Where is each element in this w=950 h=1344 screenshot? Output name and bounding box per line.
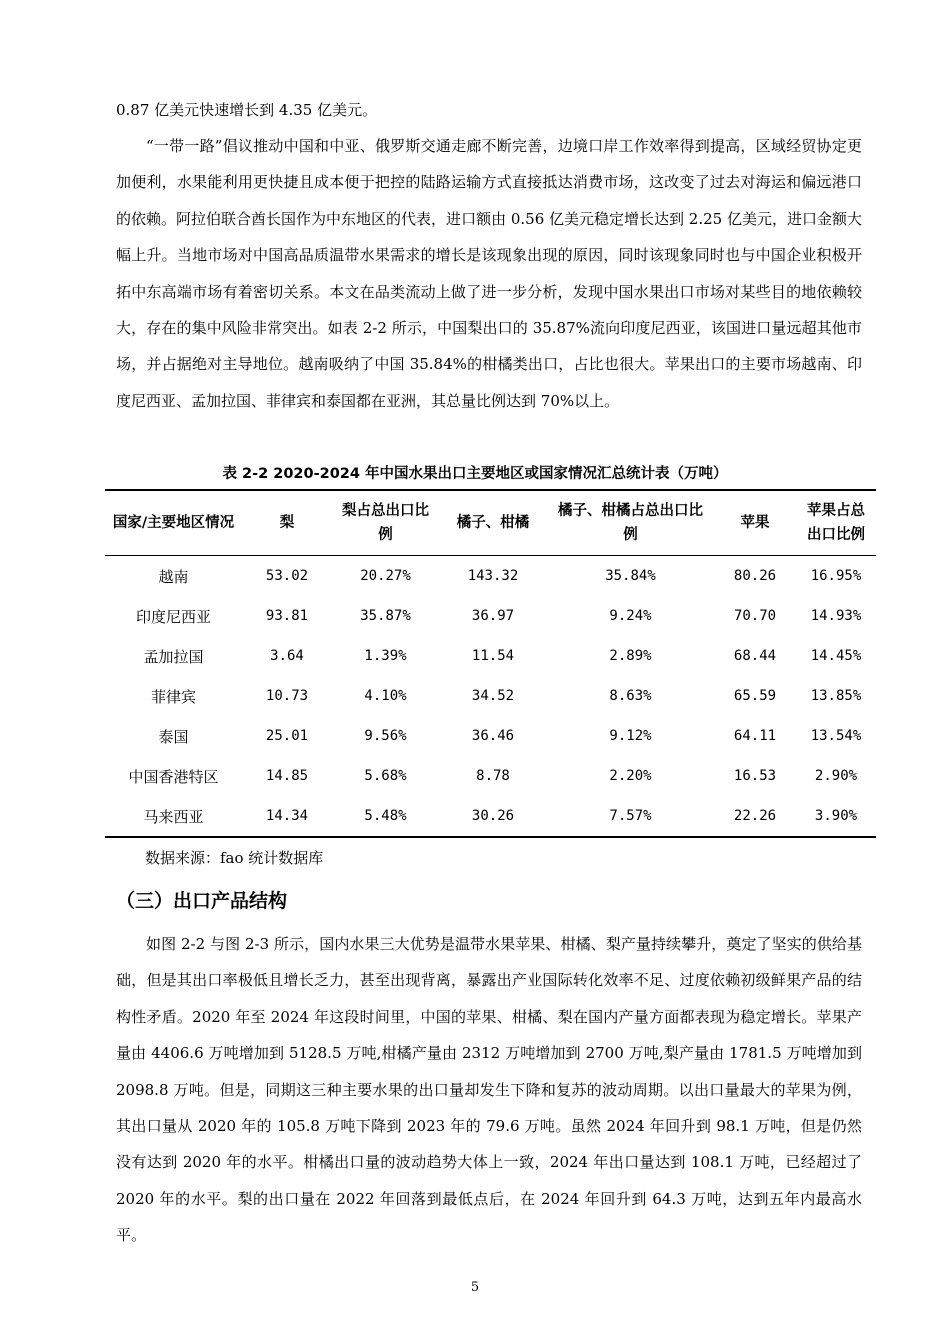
cell-pear: 10.73 — [265, 688, 309, 704]
cell-apple-share: 3.90% — [796, 796, 876, 837]
cell-citrus-share: 2.20% — [609, 768, 652, 784]
cell-apple-share: 13.54% — [810, 728, 862, 744]
export-table — [105, 489, 876, 838]
cell-apple: 68.44 — [733, 648, 777, 664]
header-citrus-share: 橘子、柑橘占总出口比例 — [547, 490, 714, 556]
cell-apple-share: 2.90% — [814, 768, 858, 784]
table-row — [105, 636, 876, 676]
cell-citrus-share: 35.84% — [605, 568, 656, 584]
cell-pear: 3.64 — [270, 648, 304, 664]
section-heading: （三）出口产品结构 — [116, 890, 288, 912]
table-row — [105, 676, 876, 716]
header-apple: 苹果 — [714, 490, 796, 556]
cell-citrus-share: 7.57% — [547, 796, 714, 837]
cell-apple-share: 13.85% — [810, 688, 862, 704]
cell-region: 菲律宾 — [150, 687, 196, 706]
cell-pear-share: 20.27% — [360, 568, 411, 584]
cell-citrus: 36.46 — [471, 728, 515, 744]
cell-region: 泰国 — [158, 727, 189, 746]
cell-pear-share: 1.39% — [364, 648, 407, 664]
cell-citrus: 143.32 — [467, 568, 519, 584]
table-header — [105, 490, 876, 556]
cell-region: 马来西亚 — [105, 796, 242, 837]
cell-region: 印度尼西亚 — [135, 607, 211, 626]
table-row — [105, 556, 876, 597]
cell-apple-share: 14.45% — [810, 648, 862, 664]
cell-apple: 22.26 — [714, 796, 796, 837]
cell-pear: 25.01 — [265, 728, 309, 744]
cell-apple-share: 16.95% — [810, 568, 862, 584]
cell-apple: 16.53 — [733, 768, 777, 784]
table-caption: 表 2-2 2020-2024 年中国水果出口主要地区或国家情况汇总统计表（万吨） — [222, 466, 728, 482]
table-row — [105, 716, 876, 756]
cell-citrus: 11.54 — [471, 648, 515, 664]
table-row — [105, 596, 876, 636]
cell-apple-share: 14.93% — [810, 608, 862, 624]
cell-citrus-share: 8.63% — [609, 688, 652, 704]
header-region: 国家/主要地区情况 — [105, 490, 242, 556]
paragraph-belt-and-road: “一带一路”倡议推动中国和中亚、俄罗斯交通走廊不断完善，边境口岸工作效率得到提高，区域经贸协定更加便利，水果能利用更快捷且成本便于把控的陆路运输方式直接抵达消费市场，这改变了过去对海运和偏远港口的依赖。阿拉伯联合酋长国作为中东地区的代表，进口额由 0.56 亿美元稳定增长达到 2.25 亿美元，进口金额大幅上升。当地市场对中国高品质温带水果需求的增长是该现象出现的原因，同时该现象同时也与中国企业积极开拓中东高端市场有着密切关系。本文在品类流动上做了进一步分析，发现中国水果出口市场对某些目的地依赖较大，存在的集中风险非常突出。如表 2-2 所示，中国梨出口的 35.87%流向印度尼西亚，该国进口量远超其他市场，并占据绝对主导地位。越南吸纳了中国 35.84%的柑橘类出口，占比也很大。苹果出口的主要市场越南、印度尼西亚、孟加拉国、菲律宾和泰国都在亚洲，其总量比例达到 70%以上。 — [116, 137, 862, 410]
cell-citrus: 34.52 — [471, 688, 515, 704]
cell-pear-share: 5.68% — [364, 768, 407, 784]
cell-citrus: 36.97 — [471, 608, 515, 624]
cell-apple: 80.26 — [733, 568, 777, 584]
header-pear: 梨 — [242, 490, 332, 556]
cell-region: 孟加拉国 — [143, 647, 204, 666]
paragraph-product-structure: 如图 2-2 与图 2-3 所示，国内水果三大优势是温带水果苹果、柑橘、梨产量持续攀升，奠定了坚实的供给基础，但是其出口率极低且增长乏力，甚至出现背离，暴露出产业国际转化效率不足、过度依赖初级鲜果产品的结构性矛盾。2020 年至 2024 年这段时间里，中国的苹果、柑橘、梨在国内产量方面都表现为稳定增长。苹果产量由 4406.6 万吨增加到 5128.5 万吨,柑橘产量由 2312 万吨增加到 2700 万吨,梨产量由 1781.5 万吨增加到 2098.8 万吨。但是，同期这三种主要水果的出口量却发生下降和复苏的波动周期。以出口量最大的苹果为例，其出口量从 2020 年的 105.8 万吨下降到 2023 年的 79.6 万吨。虽然 2024 年回升到 98.1 万吨，但是仍然没有达到 2020 年的水平。柑橘出口量的波动趋势大体上一致，2024 年出口量达到 108.1 万吨，已经超过了 2020 年的水平。梨的出口量在 2022 年回落到最低点后，在 2024 年回升到 64.3 万吨，达到五年内最高水平。 — [116, 935, 862, 1245]
cell-pear: 53.02 — [265, 568, 309, 584]
table-row — [105, 796, 876, 837]
table-body — [105, 556, 876, 838]
header-apple-share: 苹果占总出口比例 — [796, 490, 876, 556]
paragraph-intro-tail: 0.87 亿美元快速增长到 4.35 亿美元。 — [116, 101, 378, 119]
cell-pear-share: 4.10% — [364, 688, 407, 704]
header-pear-share: 梨占总出口比例 — [332, 490, 439, 556]
cell-pear: 14.85 — [265, 768, 309, 784]
cell-pear: 14.34 — [242, 796, 332, 837]
cell-citrus-share: 9.24% — [609, 608, 652, 624]
table-source-note: 数据来源：fao 统计数据库 — [145, 849, 324, 867]
cell-pear-share: 35.87% — [360, 608, 411, 624]
cell-pear-share: 5.48% — [332, 796, 439, 837]
cell-pear: 93.81 — [265, 608, 309, 624]
cell-apple: 64.11 — [733, 728, 777, 744]
page-number: 5 — [470, 1280, 480, 1295]
cell-region: 越南 — [158, 567, 189, 586]
cell-apple: 65.59 — [733, 688, 777, 704]
table-row — [105, 756, 876, 796]
cell-citrus-share: 2.89% — [609, 648, 652, 664]
cell-pear-share: 9.56% — [364, 728, 407, 744]
cell-region: 中国香港特区 — [128, 767, 219, 786]
cell-citrus: 30.26 — [439, 796, 547, 837]
cell-citrus-share: 9.12% — [609, 728, 652, 744]
header-citrus: 橘子、柑橘 — [439, 490, 547, 556]
cell-citrus: 8.78 — [476, 768, 510, 784]
cell-apple: 70.70 — [733, 608, 777, 624]
